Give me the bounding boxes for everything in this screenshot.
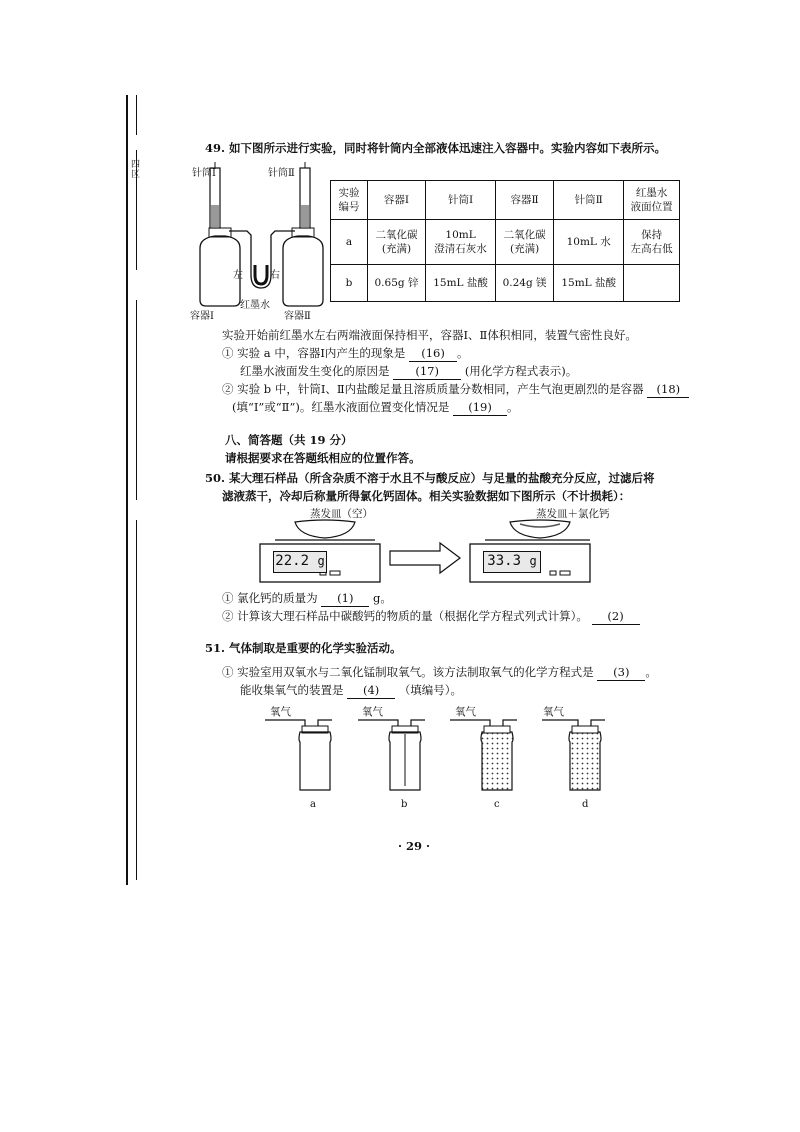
gas-bottles-diagram xyxy=(260,716,620,796)
bottle-label-c: c xyxy=(494,799,500,810)
balance-reading-full xyxy=(483,551,541,573)
q49-experiment-table xyxy=(330,180,680,302)
q50-stem-line2: 滤液蒸干，冷却后称量所得氯化钙固体。相关实验数据如下图所示（不计损耗）： xyxy=(222,489,631,503)
ink-label: 红墨水 xyxy=(240,300,270,311)
blank-17[interactable]: (17) xyxy=(393,363,461,380)
q49-item1: ① 实验 a 中，容器Ⅰ内产生的现象是 (16) 。 xyxy=(222,346,469,360)
table-cell: 10mL 澄清石灰水 xyxy=(425,220,495,265)
table-cell: 保持 左高右低 xyxy=(624,220,680,265)
gas-label-c: 氧气 xyxy=(455,706,476,718)
table-header: 实验 编号 xyxy=(331,181,368,220)
container2-label: 容器Ⅱ xyxy=(284,311,311,322)
q49-item2-line2: (填“Ⅰ”或“Ⅱ”)。红墨水液面位置变化情况是 (19) 。 xyxy=(232,400,519,414)
table-cell: 二氧化碳 (充满) xyxy=(368,220,426,265)
q50-item1-text: ① 氯化钙的质量为 xyxy=(222,591,318,605)
margin-scan-tick xyxy=(136,520,137,880)
q49-item1-text: ① 实验 a 中，容器Ⅰ内产生的现象是 xyxy=(222,346,406,360)
table-cell: 二氧化碳 (充满) xyxy=(496,220,554,265)
q49-item1-line2 xyxy=(240,363,577,380)
q51-item1-text: ① 实验室用双氧水与二氧化锰制取氧气。该方法制取氧气的化学方程式是 xyxy=(222,665,594,679)
table-cell: 15mL 盐酸 xyxy=(425,265,495,302)
blank-4[interactable]: (4) xyxy=(347,682,395,699)
margin-scan-tick xyxy=(136,300,137,500)
table-row xyxy=(331,220,680,265)
table-header: 针筒Ⅰ xyxy=(425,181,495,220)
table-cell: 10mL 水 xyxy=(554,220,624,265)
q49-note: 实验开始前红墨水左右两端液面保持相平，容器Ⅰ、Ⅱ体积相同，装置气密性良好。 xyxy=(222,328,637,342)
q49-item1-line2-suffix: (用化学方程式表示)。 xyxy=(464,364,578,378)
dish-full-label: 蒸发皿＋氯化钙 xyxy=(536,508,610,520)
table-header: 针筒Ⅱ xyxy=(554,181,624,220)
q51-item1: ① 实验室用双氧水与二氧化锰制取氧气。该方法制取氧气的化学方程式是 (3) 。 xyxy=(222,665,657,679)
bottle-label-b: b xyxy=(401,799,408,810)
table-header: 容器Ⅱ xyxy=(496,181,554,220)
page-number: · 29 · xyxy=(398,839,431,853)
blank-3[interactable]: (3) xyxy=(597,664,645,681)
table-header-row xyxy=(331,181,680,220)
margin-mark: 四 区 xyxy=(131,160,141,180)
q50-item2-text: ② 计算该大理石样品中碳酸钙的物质的量（根据化学方程式列式计算）。 xyxy=(222,609,588,623)
table-row xyxy=(331,265,680,302)
q51-item1-line2-suffix: （填编号）。 xyxy=(398,683,463,697)
container1-label: 容器Ⅰ xyxy=(190,311,214,322)
q49-item2 xyxy=(222,381,689,398)
syringe2-label: 针筒Ⅱ xyxy=(268,168,295,179)
syringe1-label: 针筒Ⅰ xyxy=(192,168,216,179)
table-cell: 15mL 盐酸 xyxy=(554,265,624,302)
section8-instruction: 请根据要求在答题纸相应的位置作答。 xyxy=(225,451,421,465)
blank-1[interactable]: (1) xyxy=(321,590,369,607)
table-header: 容器Ⅰ xyxy=(368,181,426,220)
reading-unit: g xyxy=(529,554,537,568)
blank-2[interactable]: (2) xyxy=(592,608,640,625)
margin-scan-line xyxy=(126,95,128,885)
blank-18[interactable]: (18) xyxy=(647,381,689,398)
right-label: 右 xyxy=(270,270,280,281)
gas-label-b: 氧气 xyxy=(362,706,383,718)
q49-item2-line2-text: (填“Ⅰ”或“Ⅱ”)。红墨水液面位置变化情况是 xyxy=(232,400,450,414)
q50-item2 xyxy=(222,608,640,625)
margin-scan-tick xyxy=(136,95,137,135)
section8-title: 八、简答题（共 19 分） xyxy=(225,433,353,447)
q51-item1-line2 xyxy=(240,682,462,699)
q50-stem-line1: 50. 某大理石样品（所含杂质不溶于水且不与酸反应）与足量的盐酸充分反应，过滤后将 xyxy=(205,471,655,485)
table-cell: a xyxy=(331,220,368,265)
blank-16[interactable]: (16) xyxy=(409,345,457,362)
q50-item1-suffix: g。 xyxy=(372,591,392,605)
reading-unit: g xyxy=(317,554,325,568)
q49-item1-line2-text: 红墨水液面发生变化的原因是 xyxy=(240,364,390,378)
table-cell xyxy=(624,265,680,302)
bottle-label-d: d xyxy=(582,799,589,810)
gas-label-a: 氧气 xyxy=(270,706,291,718)
reading-value: 33.3 xyxy=(487,553,522,569)
table-cell: 0.24g 镁 xyxy=(496,265,554,302)
q49-item2-text: ② 实验 b 中，针筒Ⅰ、Ⅱ内盐酸足量且溶质质量分数相同，产生气泡更剧烈的是容器 xyxy=(222,382,644,396)
q51-item1-line2-text: 能收集氧气的装置是 xyxy=(240,683,344,697)
q49-stem: 49. 如下图所示进行实验，同时将针筒内全部液体迅速注入容器中。实验内容如下表所示。 xyxy=(205,141,667,155)
table-cell: 0.65g 锌 xyxy=(368,265,426,302)
q51-stem: 51. 气体制取是重要的化学实验活动。 xyxy=(205,641,402,655)
left-label: 左 xyxy=(233,270,243,281)
reading-value: 22.2 xyxy=(275,553,310,569)
bottle-label-a: a xyxy=(310,799,316,810)
blank-19[interactable]: (19) xyxy=(453,399,507,416)
dish-empty-label: 蒸发皿（空） xyxy=(310,508,373,520)
table-header: 红墨水 液面位置 xyxy=(624,181,680,220)
balance-reading-empty xyxy=(273,551,327,573)
gas-label-d: 氧气 xyxy=(543,706,564,718)
table-cell: b xyxy=(331,265,368,302)
q50-item1 xyxy=(222,590,392,607)
